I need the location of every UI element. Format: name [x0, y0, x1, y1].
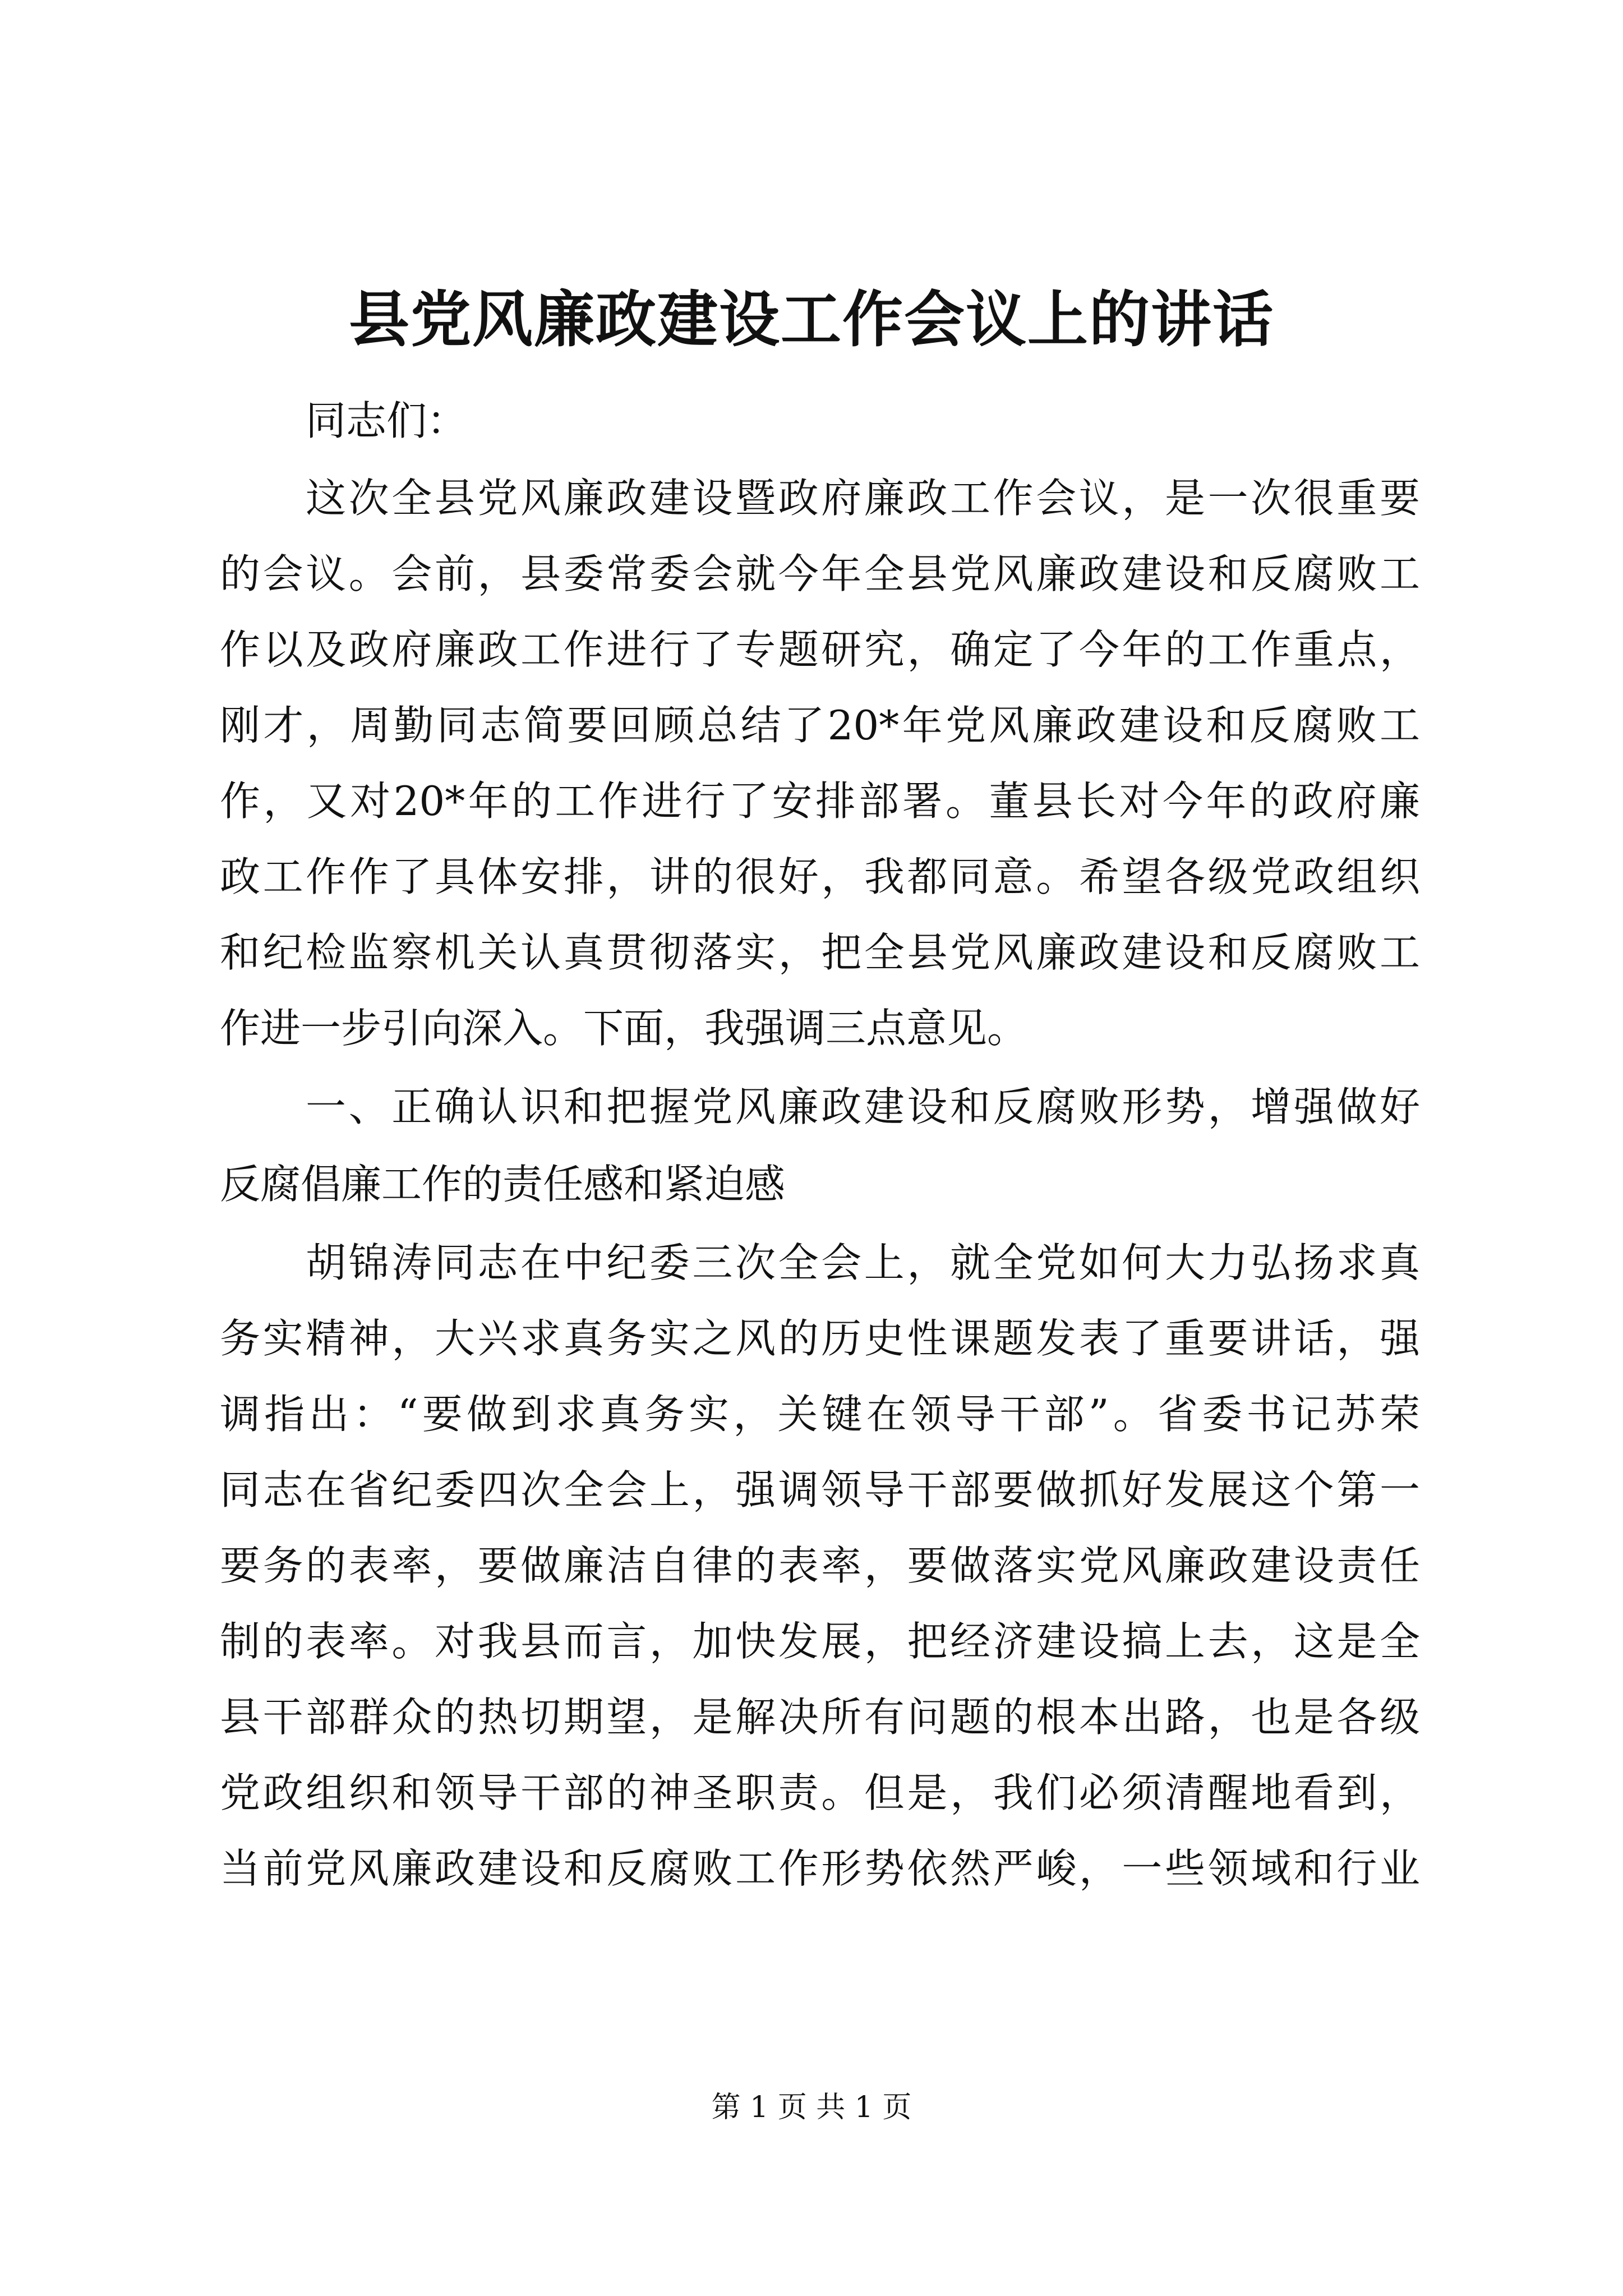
body-line: 作，又对20*年的工作进行了安排部署。董县长对今年的政府廉	[220, 777, 1420, 825]
body-line: 刚才，周勤同志简要回顾总结了20*年党风廉政建设和反腐败工	[220, 702, 1420, 749]
body-line: 胡锦涛同志在中纪委三次全会上，就全党如何大力弘扬求真	[306, 1239, 1420, 1286]
page-footer: 第 1 页 共 1 页	[711, 2091, 912, 2124]
body-line: 制的表率。对我县而言，加快发展，把经济建设搞上去，这是全	[220, 1618, 1420, 1665]
body-line: 作以及政府廉政工作进行了专题研究，确定了今年的工作重点，	[220, 626, 1420, 673]
body-line: 政工作作了具体安排，讲的很好，我都同意。希望各级党政组织	[220, 853, 1420, 900]
section-heading-line: 反腐倡廉工作的责任感和紧迫感	[220, 1161, 786, 1208]
body-line: 当前党风廉政建设和反腐败工作形势依然严峻，一些领域和行业	[220, 1845, 1420, 1892]
body-line: 同志在省纪委四次全会上，强调领导干部要做抓好发展这个第一	[220, 1466, 1420, 1513]
body-line: 县干部群众的热切期望，是解决所有问题的根本出路，也是各级	[220, 1694, 1420, 1741]
body-line: 的会议。会前，县委常委会就今年全县党风廉政建设和反腐败工	[220, 550, 1420, 597]
section-heading-line: 一、正确认识和把握党风廉政建设和反腐败形势，增强做好	[306, 1083, 1420, 1130]
body-line: 这次全县党风廉政建设暨政府廉政工作会议，是一次很重要	[306, 475, 1420, 522]
document-title: 县党风廉政建设工作会议上的讲话	[348, 284, 1274, 355]
body-line: 作进一步引向深入。下面，我强调三点意见。	[220, 1005, 1028, 1052]
body-line: 要务的表率，要做廉洁自律的表率，要做落实党风廉政建设责任	[220, 1542, 1420, 1589]
body-line: 和纪检监察机关认真贯彻落实，把全县党风廉政建设和反腐败工	[220, 929, 1420, 976]
body-line: 党政组织和领导干部的神圣职责。但是，我们必须清醒地看到，	[220, 1769, 1420, 1816]
body-line: 务实精神，大兴求真务实之风的历史性课题发表了重要讲话，强	[220, 1315, 1420, 1362]
body-line: 调指出：“要做到求真务实，关键在领导干部”。省委书记苏荣	[220, 1391, 1420, 1438]
greeting-line: 同志们：	[306, 397, 468, 444]
